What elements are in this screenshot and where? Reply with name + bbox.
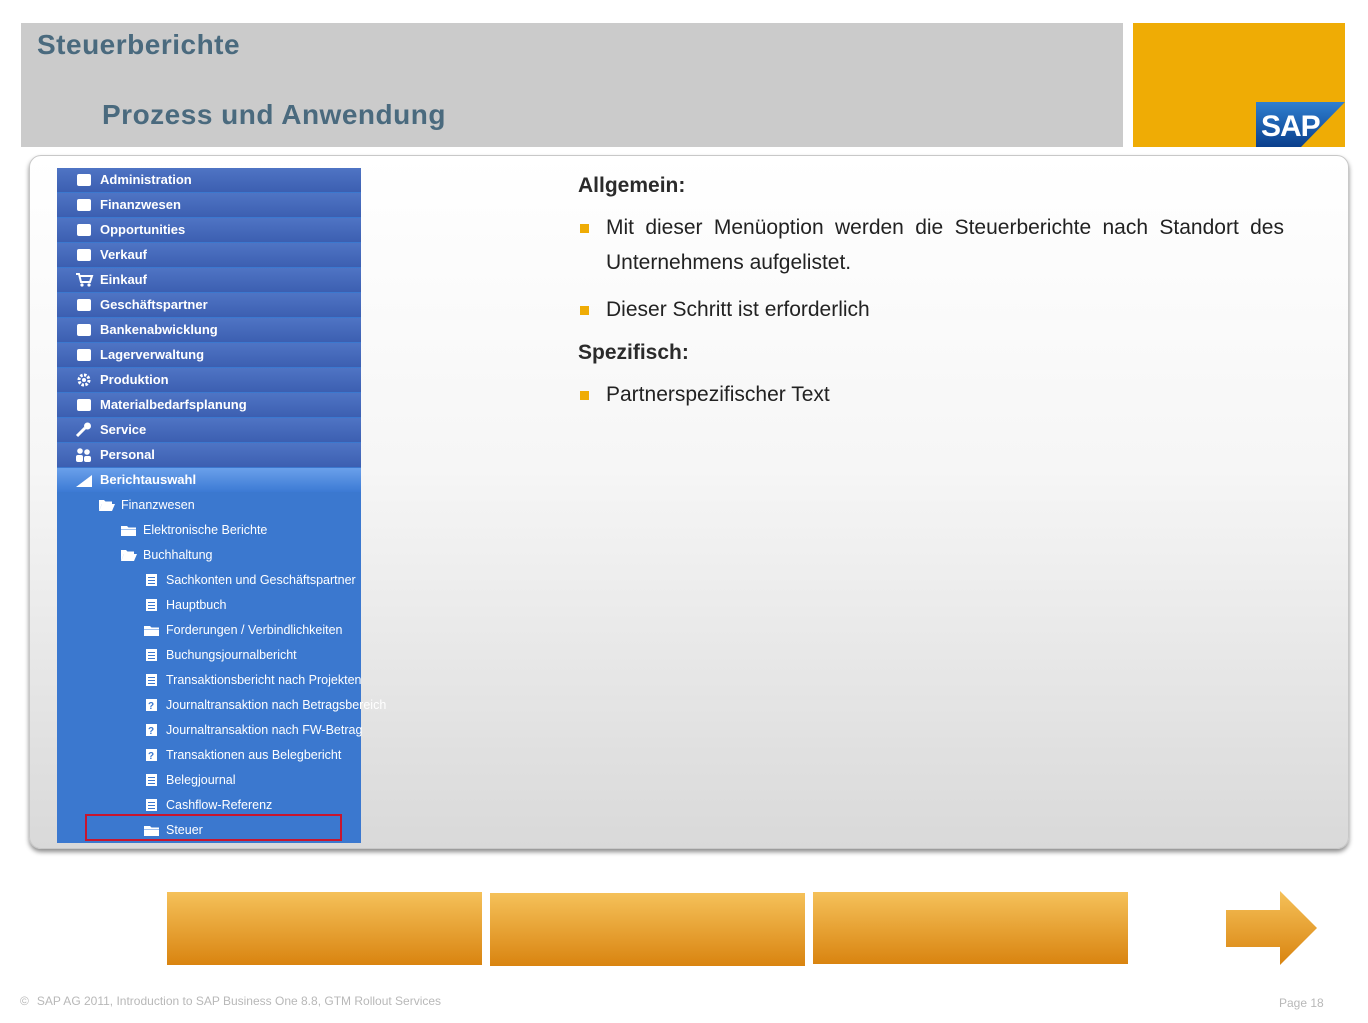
tree-item-label: Buchungsjournalbericht <box>166 648 297 662</box>
menu-module-label: Materialbedarfsplanung <box>100 397 247 412</box>
sales-tag-icon <box>75 247 93 263</box>
tree-item[interactable] <box>57 693 387 718</box>
tree-item-label: Elektronische Berichte <box>143 523 268 537</box>
reports-chart-icon <box>75 472 93 488</box>
finance-icon <box>75 197 93 213</box>
menu-module-verkauf[interactable] <box>57 243 361 267</box>
brand-block <box>1133 23 1345 147</box>
bullet-item <box>578 292 1284 327</box>
footer-copyright <box>20 994 441 1008</box>
menu-module-label: Bankenabwicklung <box>100 322 218 337</box>
folder-open-icon <box>98 498 115 512</box>
bullet-item <box>578 210 1284 280</box>
bullet-marker <box>580 391 589 400</box>
copyright-text: SAP AG 2011, Introduction to SAP Business One 8.8, GTM Rollout Services <box>36 994 442 1008</box>
page-title: Steuerberichte <box>37 29 241 60</box>
svg-text:SAP: SAP <box>1261 110 1320 143</box>
tree-item-label: Journaltransaktion nach FW-Betrag <box>166 723 363 737</box>
tree-item[interactable] <box>57 518 361 543</box>
folder-icon <box>120 523 137 537</box>
tree-item[interactable] <box>57 668 361 693</box>
menu-module-opportunities[interactable] <box>57 218 361 242</box>
nav-button-1[interactable] <box>167 892 482 965</box>
bullet-marker <box>580 224 589 233</box>
menu-module-label: Administration <box>100 172 192 187</box>
sap-logo <box>1256 102 1345 147</box>
tree-item-label: Sachkonten und Geschäftspartner <box>166 573 356 587</box>
tree-item-label: Steuer <box>166 823 203 837</box>
tree-item-label: Forderungen / Verbindlichkeiten <box>166 623 343 637</box>
document-icon <box>143 598 160 612</box>
tree-item[interactable] <box>57 593 361 618</box>
menu-module-service[interactable] <box>57 418 361 442</box>
document-icon <box>143 798 160 812</box>
mrp-icon <box>75 397 93 413</box>
banking-coins-icon <box>75 322 93 338</box>
bullet-text: Dieser Schritt ist erforderlich <box>606 298 870 321</box>
page-number: Page 18 <box>1279 996 1324 1010</box>
business-partner-icon <box>75 297 93 313</box>
tree-item-label: Transaktionsbericht nach Projekten <box>166 673 362 687</box>
opportunities-icon <box>75 222 93 238</box>
query-icon <box>143 723 160 737</box>
tree-item[interactable] <box>57 568 361 593</box>
tree-item-label: Belegjournal <box>166 773 236 787</box>
tree-item-label: Journaltransaktion nach Betragsbereich <box>166 698 387 712</box>
menu-module-produktion[interactable] <box>57 368 361 392</box>
specific-heading: Spezifisch: <box>578 341 689 364</box>
tree-item-label: Finanzwesen <box>121 498 195 512</box>
shopping-cart-icon <box>75 272 93 288</box>
menu-module-label: Service <box>100 422 147 437</box>
document-icon <box>143 773 160 787</box>
gear-icon <box>75 372 93 388</box>
tree-item[interactable] <box>57 543 361 568</box>
navigation-menu <box>57 168 387 843</box>
menu-module-materialbedarfsplanung[interactable] <box>57 393 361 417</box>
menu-module-finanzwesen[interactable] <box>57 193 361 217</box>
bullet-text: Mit dieser Menüoption werden die Steuerberichte nach Standort des Unternehmens aufgelistet. <box>606 216 1284 274</box>
next-arrow-icon[interactable] <box>1226 891 1318 966</box>
tree-item-label: Cashflow-Referenz <box>166 798 273 812</box>
document-icon <box>143 648 160 662</box>
folder-icon <box>143 623 160 637</box>
svg-text:?: ? <box>148 701 155 712</box>
general-heading: Allgemein: <box>578 174 686 197</box>
tree-item-label: Transaktionen aus Belegbericht <box>166 748 342 762</box>
menu-module-label: Produktion <box>100 372 169 387</box>
menu-module-label: Geschäftspartner <box>100 297 208 312</box>
menu-module-personal[interactable] <box>57 443 361 467</box>
menu-module-berichtauswahl[interactable] <box>57 468 361 492</box>
tree-item[interactable] <box>57 718 361 743</box>
warehouse-box-icon <box>75 347 93 363</box>
menu-module-administration[interactable] <box>57 168 361 192</box>
menu-module-label: Personal <box>100 447 155 462</box>
people-icon <box>75 447 93 463</box>
folder-open-icon <box>120 548 137 562</box>
document-icon <box>143 673 160 687</box>
wrench-icon <box>75 422 93 438</box>
menu-module-label: Opportunities <box>100 222 186 237</box>
menu-module-lagerverwaltung[interactable] <box>57 343 361 367</box>
tree-item[interactable] <box>57 618 361 643</box>
copyright-symbol: © <box>20 994 29 1008</box>
document-icon <box>143 573 160 587</box>
menu-module-label: Einkauf <box>100 272 147 287</box>
page-subtitle: Prozess und Anwendung <box>102 99 446 130</box>
tree-item[interactable] <box>57 768 361 793</box>
nav-button-2[interactable] <box>490 893 805 966</box>
svg-text:?: ? <box>148 751 155 762</box>
highlight-box <box>85 814 342 841</box>
tree-item[interactable] <box>57 493 361 518</box>
menu-module-label: Verkauf <box>100 247 147 262</box>
bullet-item <box>578 377 1284 412</box>
menu-module-einkauf[interactable] <box>57 268 361 292</box>
header-bar <box>21 23 1123 147</box>
query-icon <box>143 748 160 762</box>
description-area <box>578 174 1284 412</box>
tree-item[interactable] <box>57 643 361 668</box>
svg-text:?: ? <box>148 726 155 737</box>
tree-item[interactable] <box>57 743 361 768</box>
tree-item-label: Hauptbuch <box>166 598 227 612</box>
menu-module-label: Berichtauswahl <box>100 472 197 487</box>
menu-module-bankenabwicklung[interactable] <box>57 318 361 342</box>
query-icon <box>143 698 160 712</box>
bullet-text: Partnerspezifischer Text <box>606 383 830 406</box>
nav-button-3[interactable] <box>813 892 1128 964</box>
administration-icon <box>75 172 93 188</box>
menu-module-label: Lagerverwaltung <box>100 347 205 362</box>
bullet-marker <box>580 306 589 315</box>
menu-module-label: Finanzwesen <box>100 197 181 212</box>
menu-module-geschäftspartner[interactable] <box>57 293 361 317</box>
tree-item-label: Buchhaltung <box>143 548 213 562</box>
